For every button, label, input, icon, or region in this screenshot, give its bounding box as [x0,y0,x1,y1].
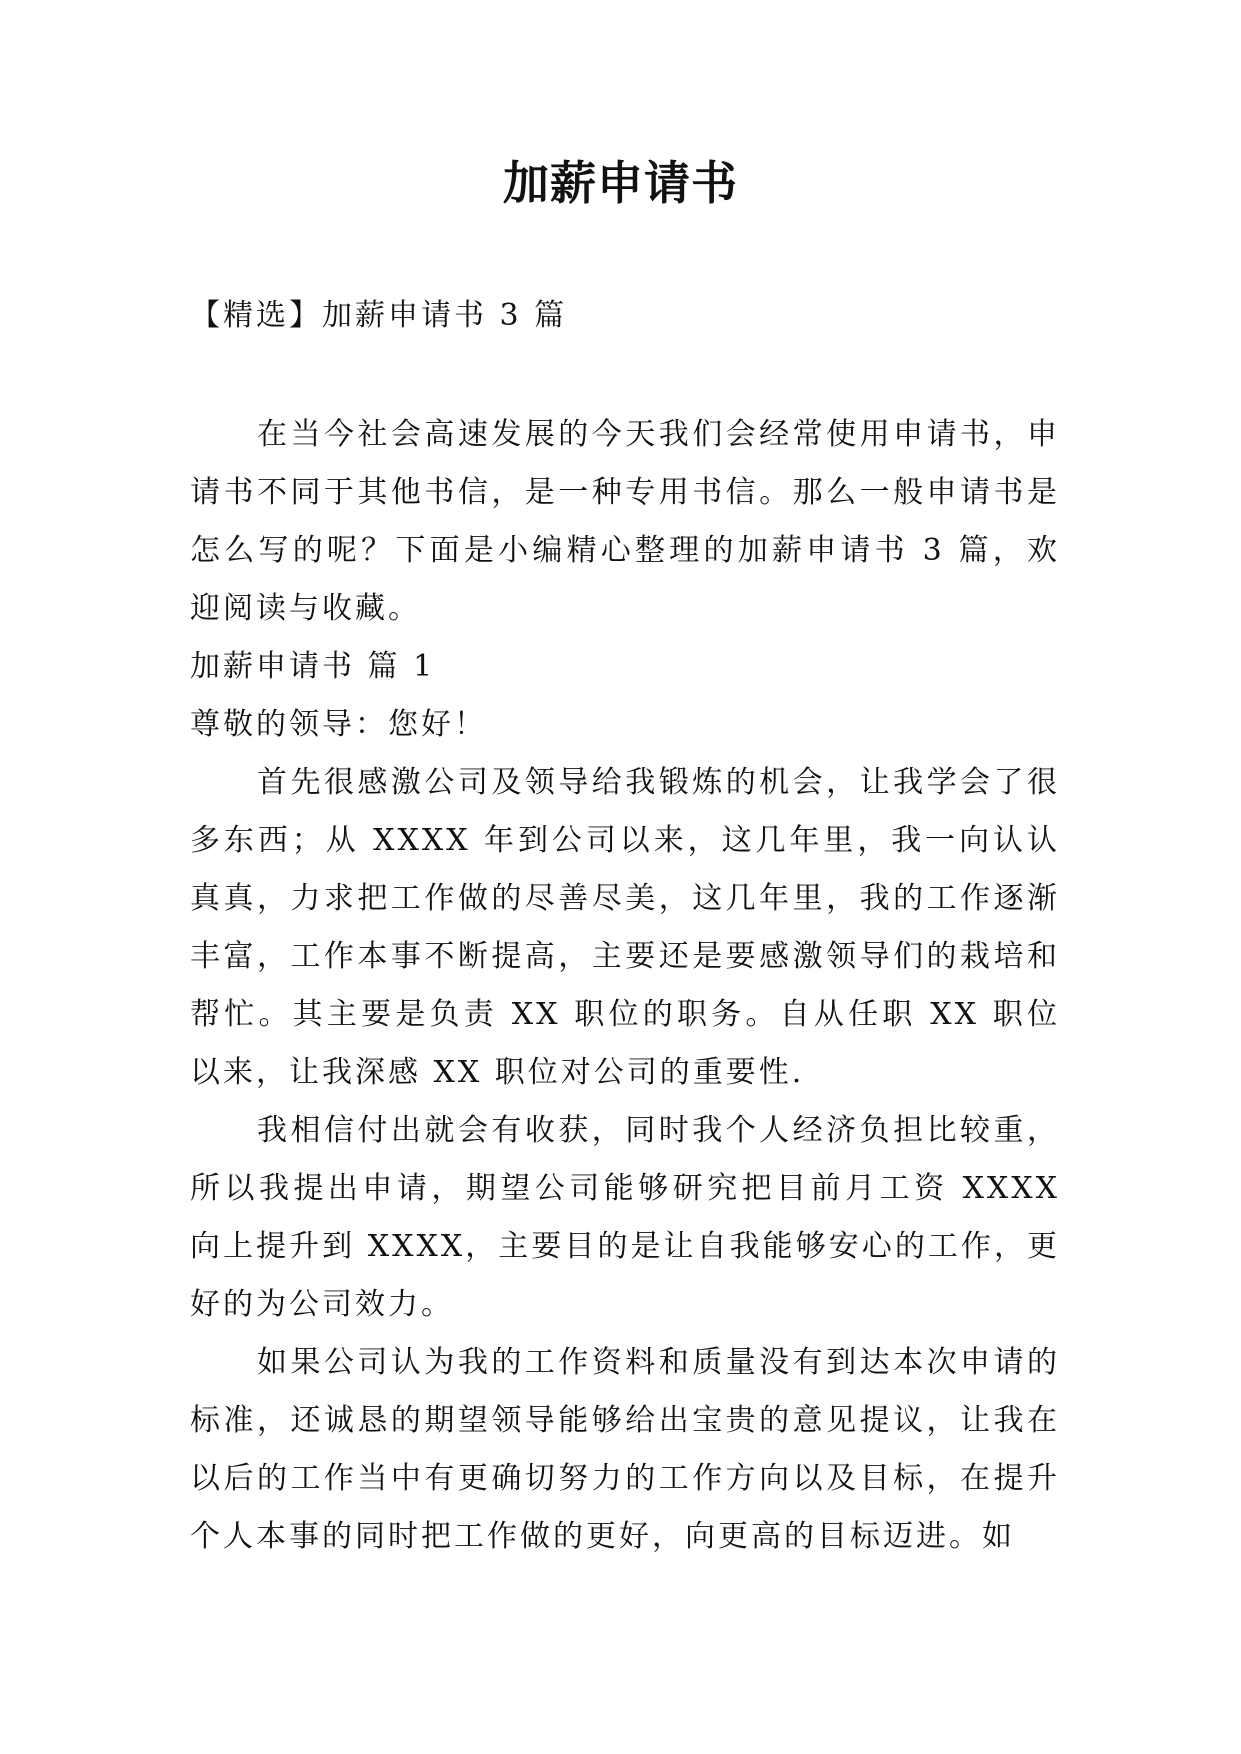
body-paragraph: 我相信付出就会有收获，同时我个人经济负担比较重，所以我提出申请，期望公司能够研究把目前月工资 XXXX 向上提升到 XXXX，主要目的是让自我能够安心的工作，更好的为公司效力。 [190,1113,1060,1322]
document-subtitle: 【精选】加薪申请书 3 篇 [190,298,568,333]
document-title: 加薪申请书 [503,156,738,210]
section-heading: 加薪申请书 篇 1 [190,649,436,684]
body-paragraph: 首先很感激公司及领导给我锻炼的机会，让我学会了很多东西；从 XXXX 年到公司以来，这几年里，我一向认认真真，力求把工作做的尽善尽美，这几年里，我的工作逐渐丰富，工作本事不断提高，主要还是要感激领导们的栽培和帮忙。其主要是负责 XX 职位的职务。自从任职 XX 职位以来，让我深感 XX 职位对公司的重要性. [190,765,1060,1090]
body-paragraph: 如果公司认为我的工作资料和质量没有到达本次申请的标准，还诚恳的期望领导能够给出宝贵的意见提议，让我在以后的工作当中有更确切努力的工作方向以及目标，在提升个人本事的同时把工作做的更好，向更高的目标迈进。如 [190,1345,1060,1554]
document-body [190,406,1060,1566]
salutation: 尊敬的领导：您好！ [190,707,487,742]
intro-paragraph: 在当今社会高速发展的今天我们会经常使用申请书，申请书不同于其他书信，是一种专用书信。那么一般申请书是怎么写的呢？下面是小编精心整理的加薪申请书 3 篇，欢迎阅读与收藏。 [190,417,1060,626]
